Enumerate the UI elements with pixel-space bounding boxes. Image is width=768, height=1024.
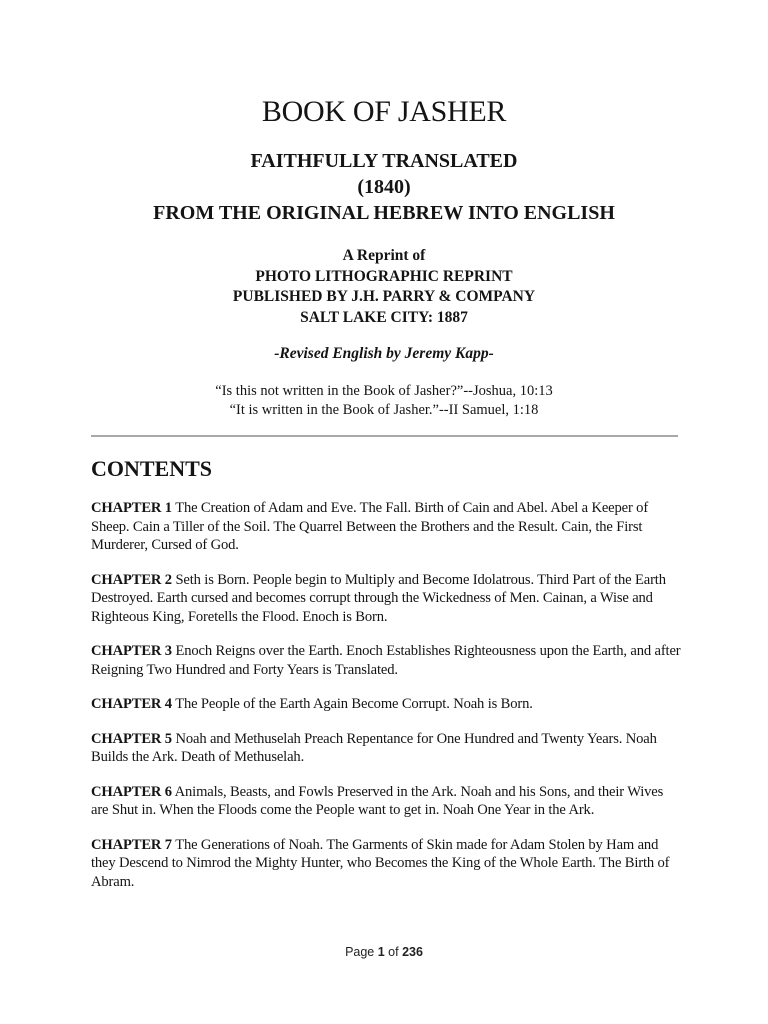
chapter-label: CHAPTER 5 <box>91 730 172 747</box>
chapter-label: CHAPTER 3 <box>91 643 172 659</box>
epigraph-quote: “Is this not written in the Book of Jasher?”--Joshua, 10:13 <box>215 383 553 399</box>
chapter-entry <box>91 499 681 555</box>
chapter-entry <box>91 783 681 820</box>
page-number-footer <box>0 944 768 960</box>
epigraph-quotes <box>0 382 768 420</box>
chapter-label: CHAPTER 7 <box>91 836 172 853</box>
chapter-summary: The Creation of Adam and Eve. The Fall. Birth of Cain and Abel. Abel a Keeper of Sheep. Cain a Tiller of the Soil. The Quarrel Between the Brothers and the Result. Cain, the First Murderer, Cursed of God. <box>91 500 649 553</box>
current-page-number: 1 <box>377 945 385 959</box>
document-title: BOOK OF JASHER <box>261 95 507 128</box>
chapter-summary: Animals, Beasts, and Fowls Preserved in the Ark. Noah and his Sons, and their Wives are Shut in. When the Floods come the People want to get in. Noah One Year in the Ark. <box>91 783 664 818</box>
chapter-entry <box>91 571 681 627</box>
subtitle-line: FAITHFULLY TRANSLATED <box>250 150 518 172</box>
horizontal-divider <box>91 435 678 437</box>
subtitle-line: FROM THE ORIGINAL HEBREW INTO ENGLISH <box>153 202 615 224</box>
chapter-list <box>91 499 681 907</box>
chapter-summary: Noah and Methuselah Preach Repentance for One Hundred and Twenty Years. Noah Builds the Ark. Death of Methuselah. <box>91 730 657 765</box>
chapter-label: CHAPTER 2 <box>91 571 172 588</box>
reprint-line: PHOTO LITHOGRAPHIC REPRINT <box>255 267 513 285</box>
reviser-credit: -Revised English by Jeremy Kapp- <box>274 345 494 362</box>
chapter-entry <box>91 642 681 679</box>
chapter-label: CHAPTER 4 <box>91 696 172 712</box>
chapter-entry <box>91 730 681 767</box>
chapter-label: CHAPTER 1 <box>91 500 172 516</box>
document-subtitle <box>0 148 768 226</box>
chapter-entry <box>91 836 681 892</box>
subtitle-line: (1840) <box>357 176 411 198</box>
chapter-summary: The Generations of Noah. The Garments of Skin made for Adam Stolen by Ham and they Descend to Nimrod the Mighty Hunter, who Becomes the King of the Whole Earth. The Birth of Abram. <box>91 836 670 890</box>
reprint-line: A Reprint of <box>342 247 426 264</box>
contents-heading: CONTENTS <box>91 456 213 481</box>
chapter-summary: Seth is Born. People begin to Multiply and Become Idolatrous. Third Part of the Earth Destroyed. Earth cursed and becomes corrupt through the Wickedness of Men. Cainan, a Wise and Righteous King, Foretells the Flood. Enoch is Born. <box>91 571 666 625</box>
chapter-entry <box>91 695 681 714</box>
chapter-summary: The People of the Earth Again Become Corrupt. Noah is Born. <box>171 696 533 712</box>
chapter-label: CHAPTER 6 <box>91 783 172 800</box>
epigraph-quote: “It is written in the Book of Jasher.”--II Samuel, 1:18 <box>229 402 539 418</box>
reprint-line: SALT LAKE CITY: 1887 <box>300 308 468 326</box>
chapter-summary: Enoch Reigns over the Earth. Enoch Establishes Righteousness upon the Earth, and after Reigning Two Hundred and Forty Years is Translated. <box>91 643 681 678</box>
page-of-separator: of <box>384 945 403 959</box>
reprint-line: PUBLISHED BY J.H. PARRY & COMPANY <box>232 288 536 305</box>
page-prefix: Page <box>345 945 378 959</box>
reprint-info <box>0 246 768 328</box>
total-page-count: 236 <box>402 945 423 959</box>
